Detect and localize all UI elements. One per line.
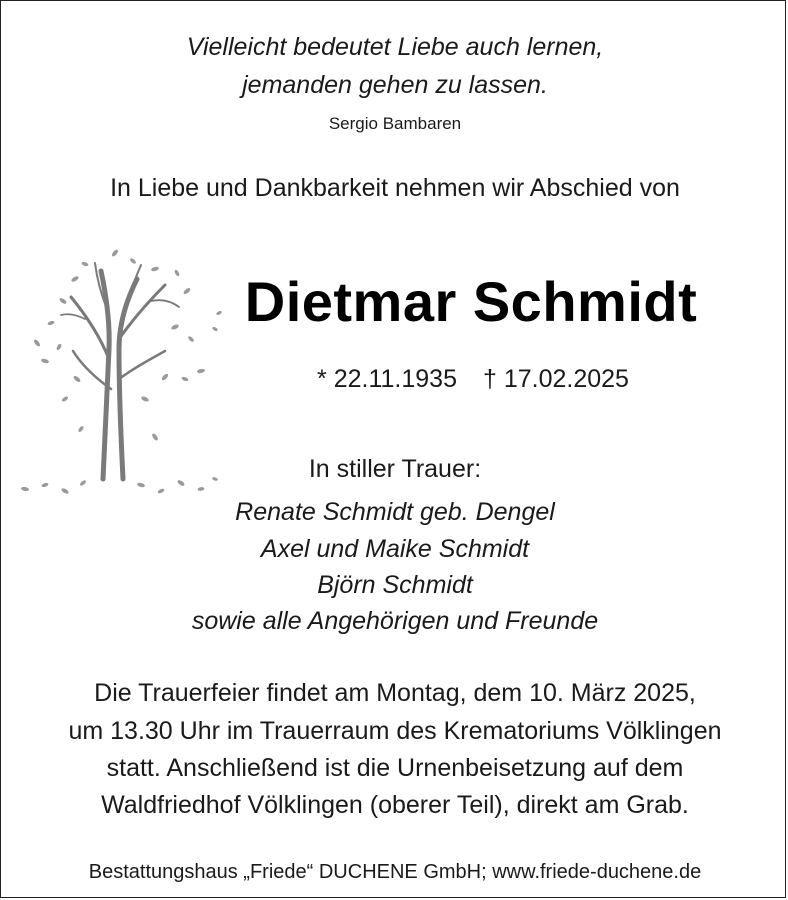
birth-date: * 22.11.1935 xyxy=(317,365,457,393)
life-dates xyxy=(79,365,788,394)
funeral-home-footer: Bestattungshaus „Friede“ DUCHENE GmbH; www.friede-duchene.de xyxy=(88,861,702,883)
death-date: † 17.02.2025 xyxy=(482,365,629,393)
mourner-name: sowie alle Angehörigen und Freunde xyxy=(191,607,599,635)
service-line: statt. Anschließend ist die Urnenbeisetzung auf dem xyxy=(106,754,684,782)
quote-author: Sergio Bambaren xyxy=(328,114,462,133)
quote-line-1: Vielleicht bedeutet Liebe auch lernen, xyxy=(186,33,604,61)
deceased-name: Dietmar Schmidt xyxy=(244,270,698,333)
quote-line-2: jemanden gehen zu lassen. xyxy=(242,71,548,99)
mourner-name: Axel und Maike Schmidt xyxy=(260,535,530,563)
mourner-name: Renate Schmidt geb. Dengel xyxy=(235,498,555,526)
mourner-name: Björn Schmidt xyxy=(317,571,473,599)
service-line: Die Trauerfeier findet am Montag, dem 10. März 2025, xyxy=(94,679,696,707)
mourners-heading: In stiller Trauer: xyxy=(308,455,482,483)
service-line: um 13.30 Uhr im Trauerraum des Krematoriums Völklingen xyxy=(68,717,722,745)
intro-text: In Liebe und Dankbarkeit nehmen wir Abschied von xyxy=(110,174,680,202)
service-line: Waldfriedhof Völklingen (oberer Teil), direkt am Grab. xyxy=(101,791,689,819)
